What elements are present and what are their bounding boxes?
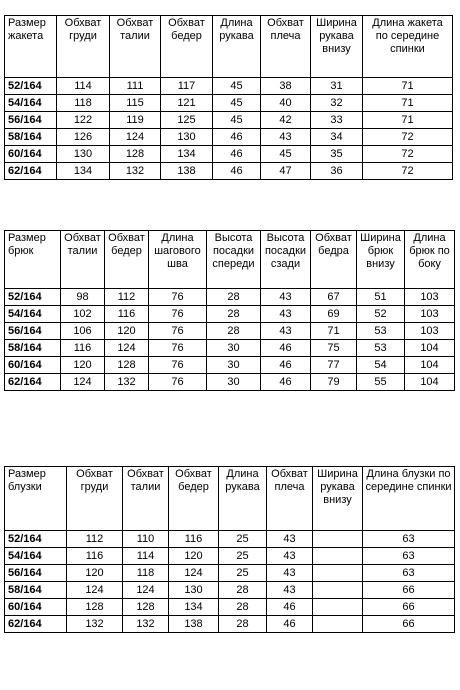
header-cell: Обхват груди <box>57 16 110 78</box>
size-cell: 60/164 <box>5 599 67 616</box>
header-cell: Размер блузки <box>5 467 67 531</box>
header-cell: Ширина рукава внизу <box>311 16 363 78</box>
header-cell: Высота посадки сзади <box>261 231 311 289</box>
value-cell: 69 <box>311 306 357 323</box>
size-cell: 56/164 <box>5 323 61 340</box>
table-row <box>5 78 453 95</box>
table-row <box>5 163 453 180</box>
value-cell: 132 <box>123 616 169 633</box>
value-cell: 76 <box>149 306 207 323</box>
value-cell: 46 <box>267 616 313 633</box>
value-cell: 36 <box>311 163 363 180</box>
table-row <box>5 323 455 340</box>
header-cell: Высота посадки спереди <box>207 231 261 289</box>
value-cell: 126 <box>57 129 110 146</box>
value-cell: 117 <box>161 78 213 95</box>
value-cell: 43 <box>261 306 311 323</box>
value-cell: 54 <box>357 357 405 374</box>
value-cell: 124 <box>169 565 219 582</box>
header-cell: Обхват бедер <box>161 16 213 78</box>
header-cell: Размер брюк <box>5 231 61 289</box>
header-cell: Длина рукава <box>219 467 267 531</box>
value-cell: 128 <box>105 357 149 374</box>
value-cell: 98 <box>61 289 105 306</box>
value-cell: 114 <box>123 548 169 565</box>
table-row <box>5 112 453 129</box>
size-cell: 54/164 <box>5 548 67 565</box>
value-cell: 104 <box>405 357 455 374</box>
header-cell: Ширина рукава внизу <box>313 467 363 531</box>
value-cell: 103 <box>405 289 455 306</box>
value-cell: 130 <box>169 582 219 599</box>
value-cell: 45 <box>213 112 261 129</box>
value-cell: 53 <box>357 340 405 357</box>
header-cell: Обхват груди <box>67 467 123 531</box>
value-cell: 46 <box>213 163 261 180</box>
value-cell: 124 <box>123 582 169 599</box>
table-row <box>5 374 455 391</box>
value-cell: 28 <box>207 306 261 323</box>
value-cell: 120 <box>105 323 149 340</box>
value-cell: 43 <box>261 323 311 340</box>
size-cell: 58/164 <box>5 340 61 357</box>
value-cell: 124 <box>110 129 161 146</box>
value-cell: 25 <box>219 531 267 548</box>
value-cell: 35 <box>311 146 363 163</box>
value-cell: 34 <box>311 129 363 146</box>
value-cell: 25 <box>219 548 267 565</box>
size-cell: 60/164 <box>5 146 57 163</box>
value-cell: 134 <box>169 599 219 616</box>
header-cell: Длина брюк по боку <box>405 231 455 289</box>
value-cell: 46 <box>213 146 261 163</box>
value-cell: 76 <box>149 289 207 306</box>
value-cell: 46 <box>261 340 311 357</box>
value-cell: 118 <box>123 565 169 582</box>
value-cell: 130 <box>161 129 213 146</box>
value-cell: 79 <box>311 374 357 391</box>
value-cell: 132 <box>67 616 123 633</box>
header-cell: Обхват бедер <box>169 467 219 531</box>
size-cell: 56/164 <box>5 565 67 582</box>
value-cell: 104 <box>405 374 455 391</box>
value-cell: 116 <box>105 306 149 323</box>
value-cell: 128 <box>110 146 161 163</box>
value-cell: 28 <box>219 616 267 633</box>
header-cell: Длина блузки по середине спинки <box>363 467 455 531</box>
value-cell: 124 <box>105 340 149 357</box>
header-cell: Длина шагового шва <box>149 231 207 289</box>
value-cell: 71 <box>311 323 357 340</box>
value-cell: 138 <box>161 163 213 180</box>
value-cell: 67 <box>311 289 357 306</box>
value-cell: 32 <box>311 95 363 112</box>
size-cell: 52/164 <box>5 78 57 95</box>
value-cell: 104 <box>405 340 455 357</box>
table-row <box>5 531 455 548</box>
value-cell: 138 <box>169 616 219 633</box>
value-cell <box>313 616 363 633</box>
value-cell: 106 <box>61 323 105 340</box>
value-cell: 116 <box>61 340 105 357</box>
value-cell: 114 <box>57 78 110 95</box>
pants-table-header <box>5 231 455 289</box>
header-cell: Обхват плеча <box>261 16 311 78</box>
value-cell: 132 <box>105 374 149 391</box>
value-cell: 43 <box>261 289 311 306</box>
value-cell: 72 <box>363 163 453 180</box>
value-cell: 63 <box>363 548 455 565</box>
value-cell: 128 <box>67 599 123 616</box>
value-cell: 72 <box>363 129 453 146</box>
pants-table-body <box>5 289 455 391</box>
value-cell: 51 <box>357 289 405 306</box>
value-cell: 77 <box>311 357 357 374</box>
value-cell: 125 <box>161 112 213 129</box>
table-row <box>5 340 455 357</box>
size-cell: 54/164 <box>5 95 57 112</box>
value-cell: 134 <box>57 163 110 180</box>
size-cell: 58/164 <box>5 129 57 146</box>
value-cell: 30 <box>207 340 261 357</box>
value-cell: 128 <box>123 599 169 616</box>
value-cell: 33 <box>311 112 363 129</box>
size-cell: 54/164 <box>5 306 61 323</box>
value-cell: 115 <box>110 95 161 112</box>
value-cell: 71 <box>363 78 453 95</box>
value-cell: 120 <box>169 548 219 565</box>
value-cell: 45 <box>213 78 261 95</box>
value-cell: 28 <box>207 323 261 340</box>
table-row <box>5 95 453 112</box>
header-cell: Размер жакета <box>5 16 57 78</box>
value-cell: 124 <box>61 374 105 391</box>
pants-size-table <box>4 230 455 391</box>
value-cell: 120 <box>67 565 123 582</box>
value-cell: 124 <box>67 582 123 599</box>
value-cell <box>313 582 363 599</box>
header-cell: Ширина брюк внизу <box>357 231 405 289</box>
table-row <box>5 146 453 163</box>
header-cell: Обхват плеча <box>267 467 313 531</box>
size-cell: 62/164 <box>5 163 57 180</box>
size-cell: 60/164 <box>5 357 61 374</box>
value-cell: 38 <box>261 78 311 95</box>
value-cell <box>313 599 363 616</box>
value-cell: 43 <box>267 548 313 565</box>
value-cell: 103 <box>405 306 455 323</box>
header-cell: Обхват талии <box>110 16 161 78</box>
value-cell: 25 <box>219 565 267 582</box>
jacket-table-body <box>5 78 453 180</box>
value-cell: 134 <box>161 146 213 163</box>
table-row <box>5 129 453 146</box>
blouse-size-table <box>4 466 455 633</box>
value-cell: 42 <box>261 112 311 129</box>
table-row <box>5 289 455 306</box>
value-cell: 66 <box>363 616 455 633</box>
value-cell: 28 <box>219 582 267 599</box>
value-cell: 53 <box>357 323 405 340</box>
table-row <box>5 306 455 323</box>
value-cell: 43 <box>267 565 313 582</box>
value-cell: 112 <box>67 531 123 548</box>
header-cell: Длина жакета по середине спинки <box>363 16 453 78</box>
value-cell: 45 <box>261 146 311 163</box>
value-cell: 63 <box>363 565 455 582</box>
value-cell: 43 <box>267 531 313 548</box>
value-cell: 103 <box>405 323 455 340</box>
blouse-table-body <box>5 531 455 633</box>
value-cell: 46 <box>267 599 313 616</box>
value-cell: 76 <box>149 374 207 391</box>
size-cell: 58/164 <box>5 582 67 599</box>
value-cell: 71 <box>363 95 453 112</box>
value-cell: 116 <box>67 548 123 565</box>
header-cell: Длина рукава <box>213 16 261 78</box>
value-cell: 76 <box>149 340 207 357</box>
jacket-size-table <box>4 15 453 180</box>
value-cell: 63 <box>363 531 455 548</box>
header-cell: Обхват бедра <box>311 231 357 289</box>
value-cell: 76 <box>149 323 207 340</box>
value-cell: 46 <box>261 374 311 391</box>
value-cell: 75 <box>311 340 357 357</box>
size-cell: 52/164 <box>5 289 61 306</box>
value-cell: 122 <box>57 112 110 129</box>
table-row <box>5 616 455 633</box>
value-cell: 116 <box>169 531 219 548</box>
value-cell: 43 <box>261 129 311 146</box>
value-cell: 46 <box>213 129 261 146</box>
value-cell: 55 <box>357 374 405 391</box>
size-cell: 62/164 <box>5 616 67 633</box>
value-cell: 119 <box>110 112 161 129</box>
value-cell: 130 <box>57 146 110 163</box>
size-cell: 56/164 <box>5 112 57 129</box>
table-row <box>5 565 455 582</box>
value-cell <box>313 531 363 548</box>
value-cell: 52 <box>357 306 405 323</box>
value-cell: 66 <box>363 582 455 599</box>
value-cell: 30 <box>207 374 261 391</box>
blouse-table-header <box>5 467 455 531</box>
value-cell: 71 <box>363 112 453 129</box>
value-cell: 31 <box>311 78 363 95</box>
value-cell <box>313 548 363 565</box>
value-cell: 28 <box>219 599 267 616</box>
header-cell: Обхват талии <box>61 231 105 289</box>
header-cell: Обхват талии <box>123 467 169 531</box>
header-cell: Обхват бедер <box>105 231 149 289</box>
table-row <box>5 548 455 565</box>
value-cell: 72 <box>363 146 453 163</box>
value-cell <box>313 565 363 582</box>
value-cell: 102 <box>61 306 105 323</box>
value-cell: 46 <box>261 357 311 374</box>
table-row <box>5 599 455 616</box>
table-row <box>5 582 455 599</box>
value-cell: 47 <box>261 163 311 180</box>
value-cell: 76 <box>149 357 207 374</box>
value-cell: 30 <box>207 357 261 374</box>
value-cell: 28 <box>207 289 261 306</box>
value-cell: 132 <box>110 163 161 180</box>
value-cell: 121 <box>161 95 213 112</box>
value-cell: 110 <box>123 531 169 548</box>
jacket-table-header <box>5 16 453 78</box>
value-cell: 112 <box>105 289 149 306</box>
value-cell: 111 <box>110 78 161 95</box>
value-cell: 66 <box>363 599 455 616</box>
value-cell: 120 <box>61 357 105 374</box>
size-cell: 52/164 <box>5 531 67 548</box>
table-row <box>5 357 455 374</box>
value-cell: 40 <box>261 95 311 112</box>
value-cell: 118 <box>57 95 110 112</box>
value-cell: 45 <box>213 95 261 112</box>
value-cell: 43 <box>267 582 313 599</box>
size-cell: 62/164 <box>5 374 61 391</box>
